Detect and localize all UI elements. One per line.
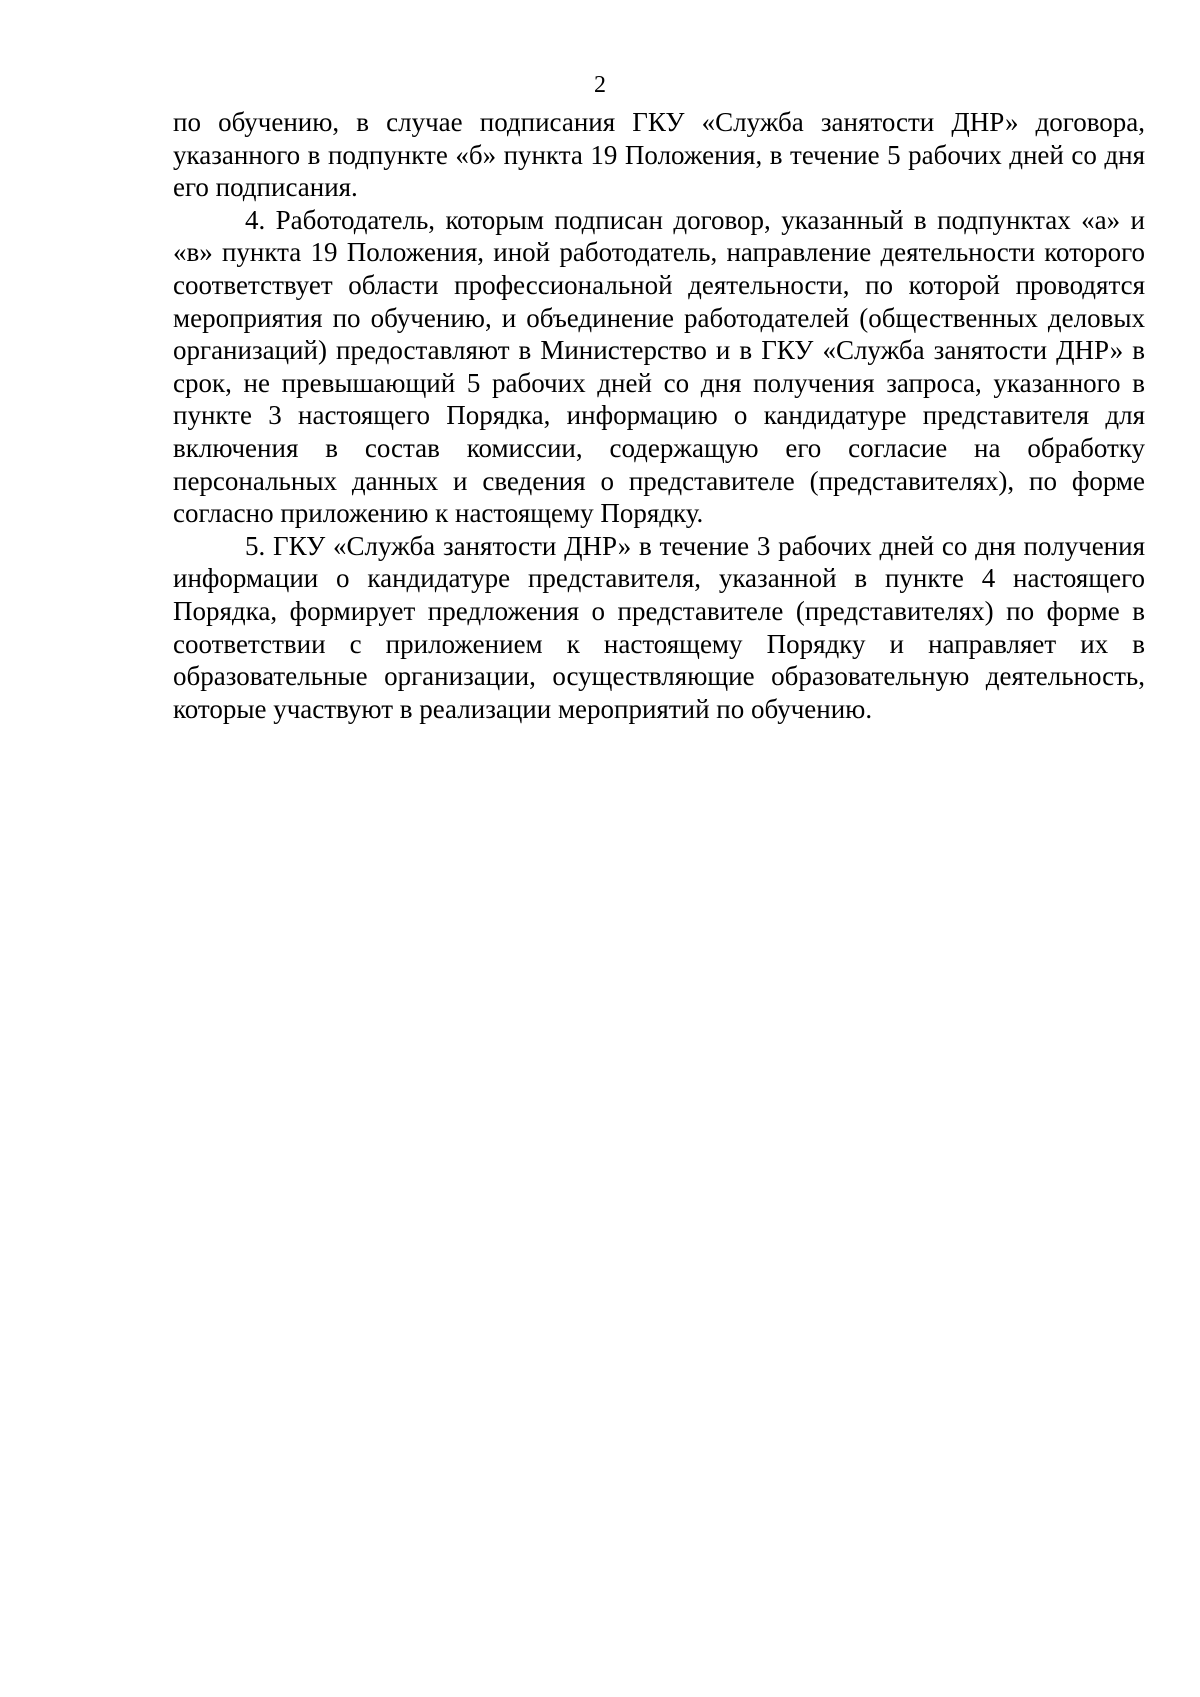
- paragraph-item-5: 5. ГКУ «Служба занятости ДНР» в течение 3 рабочих дней со дня получения информации о кандидатуре представителя, указанной в пункте 4 настоящего Порядка, формирует предложения о представителе (представителях) по форме в соответствии с приложением к настоящему Порядку и направляет их в образовательные организации, осуществляющие образовательную деятельность, которые участвуют в реализации мероприятий по обучению.: [173, 530, 1145, 724]
- paragraph-item-4: 4. Работодатель, которым подписан договор, указанный в подпунктах «а» и «в» пункта 19 Положения, иной работодатель, направление деятельности которого соответствует области профессиональной деятельности, по которой проводятся мероприятия по обучению, и объединение работодателей (общественных деловых организаций) предоставляют в Министерство и в ГКУ «Служба занятости ДНР» в срок, не превышающий 5 рабочих дней со дня получения запроса, указанного в пункте 3 настоящего Порядка, информацию о кандидатуре представителя для включения в состав комиссии, содержащую его согласие на обработку персональных данных и сведения о представителе (представителях), по форме согласно приложению к настоящему Порядку.: [173, 204, 1145, 529]
- paragraph-continuation: по обучению, в случае подписания ГКУ «Служба занятости ДНР» договора, указанного в подпункте «б» пункта 19 Положения, в течение 5 рабочих дней со дня его подписания.: [173, 107, 1145, 203]
- page-number: 2: [594, 72, 606, 98]
- document-body: [173, 106, 1145, 725]
